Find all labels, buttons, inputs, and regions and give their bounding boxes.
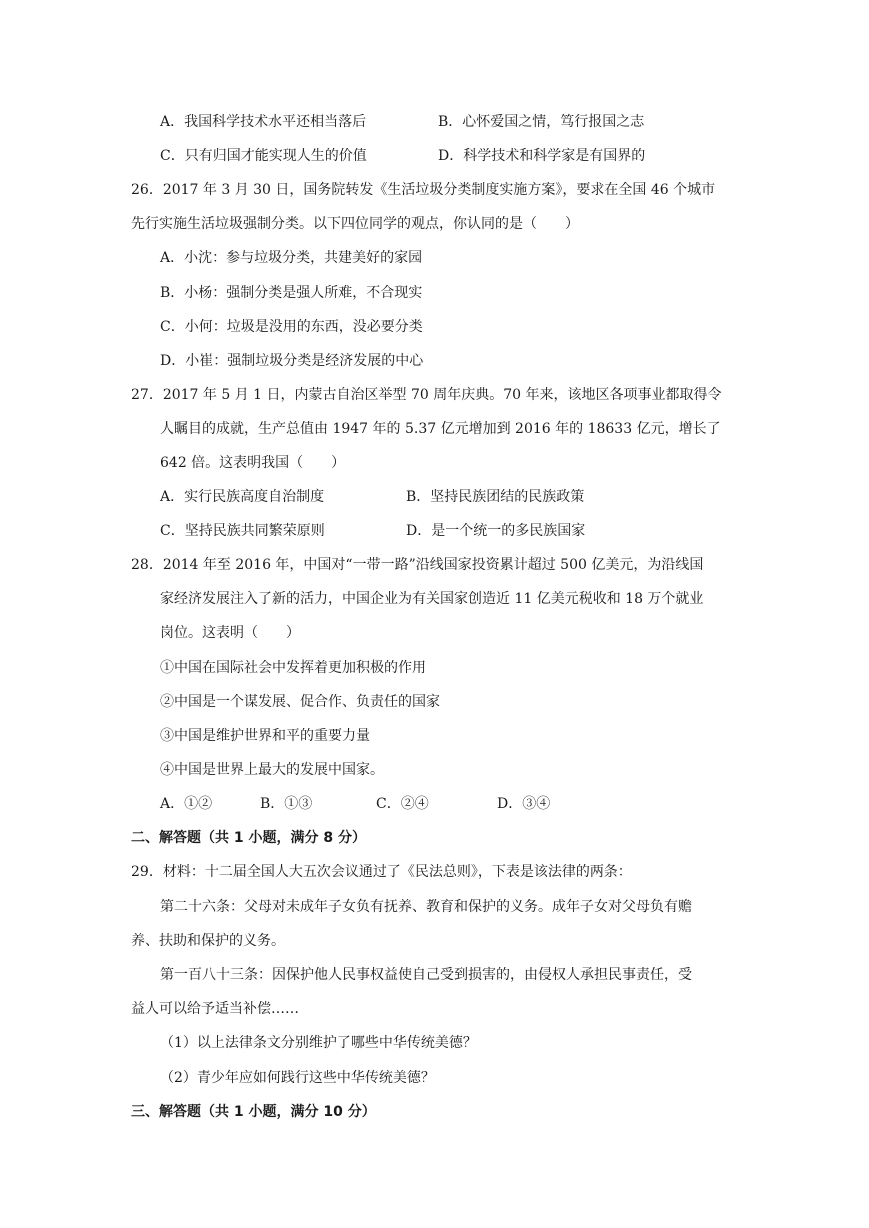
q29-article-183-line1: 第一百八十三条：因保护他人民事权益使自己受到损害的，由侵权人承担民事责任，受 (160, 967, 692, 983)
q28-item-1: ①中国在国际社会中发挥着更加积极的作用 (160, 660, 426, 676)
q26-option-b: B．小杨：强制分类是强人所难，不合现实 (160, 285, 423, 301)
q26-stem-line1: 26．2017 年 3 月 30 日，国务院转发《生活垃圾分类制度实施方案》，要求在全国 46 个城市 (131, 182, 716, 198)
q29-stem: 29．材料：十二届全国人大五次会议通过了《民法总则》，下表是该法律的两条： (131, 864, 632, 880)
q26-option-d: D．小崔：强制垃圾分类是经济发展的中心 (160, 353, 424, 369)
q29-article-26-line1: 第二十六条：父母对未成年子女负有抚养、教育和保护的义务。成年子女对父母负有赡 (160, 899, 692, 915)
q28-option-a: A．①② (160, 796, 213, 812)
q28-stem-line3: 岗位。这表明（ ） (160, 625, 300, 641)
q29-article-26-line2: 养、扶助和保护的义务。 (131, 933, 285, 949)
q28-option-d: D．③④ (497, 796, 551, 812)
q29-article-183-line2: 益人可以给予适当补偿…… (131, 1001, 299, 1017)
q28-item-4: ④中国是世界上最大的发展中国家。 (160, 762, 384, 778)
q29-subquestion-2: （2）青少年应如何践行这些中华传统美德？ (160, 1070, 435, 1086)
q25-option-b: B．心怀爱国之情，笃行报国之志 (438, 114, 645, 130)
q27-stem-line1: 27．2017 年 5 月 1 日，内蒙古自治区举型 70 周年庆典。70 年来，该地区各项事业都取得令 (131, 387, 722, 403)
q28-option-b: B．①③ (260, 796, 313, 812)
q28-item-3: ③中国是维护世界和平的重要力量 (160, 728, 370, 744)
q26-stem-line2: 先行实施生活垃圾强制分类。以下四位同学的观点，你认同的是（ ） (131, 216, 579, 232)
q25-option-a: A．我国科学技术水平还相当落后 (160, 114, 367, 130)
q28-stem-line1: 28．2014 年至 2016 年，中国对“一带一路”沿线国家投资累计超过 500 亿美元，为沿线国 (131, 557, 704, 573)
q27-option-c: C．坚持民族共同繁荣原则 (160, 523, 325, 539)
section-3-heading: 三、解答题（共 1 小题，满分 10 分） (131, 1104, 376, 1120)
q25-option-d: D．科学技术和科学家是有国界的 (438, 148, 646, 164)
q27-stem-line3: 642 倍。这表明我国（ ） (160, 455, 346, 471)
q27-stem-line2: 人瞩目的成就，生产总值由 1947 年的 5.37 亿元增加到 2016 年的 18633 亿元，增长了 (160, 421, 721, 437)
q26-option-c: C．小何：垃圾是没用的东西，没必要分类 (160, 319, 423, 335)
q27-option-a: A．实行民族高度自治制度 (160, 489, 325, 505)
q27-option-d: D．是一个统一的多民族国家 (406, 523, 586, 539)
q29-subquestion-1: （1）以上法律条文分别维护了哪些中华传统美德？ (160, 1035, 477, 1051)
q26-option-a: A．小沈：参与垃圾分类，共建美好的家园 (160, 250, 423, 266)
section-2-heading: 二、解答题（共 1 小题，满分 8 分） (131, 830, 366, 846)
q27-option-b: B．坚持民族团结的民族政策 (406, 489, 585, 505)
q28-stem-line2: 家经济发展注入了新的活力，中国企业为有关国家创造近 11 亿美元税收和 18 万个就业 (160, 591, 704, 607)
q28-option-c: C．②④ (376, 796, 429, 812)
q25-option-c: C．只有归国才能实现人生的价值 (160, 148, 367, 164)
q28-item-2: ②中国是一个谋发展、促合作、负责任的国家 (160, 694, 440, 710)
